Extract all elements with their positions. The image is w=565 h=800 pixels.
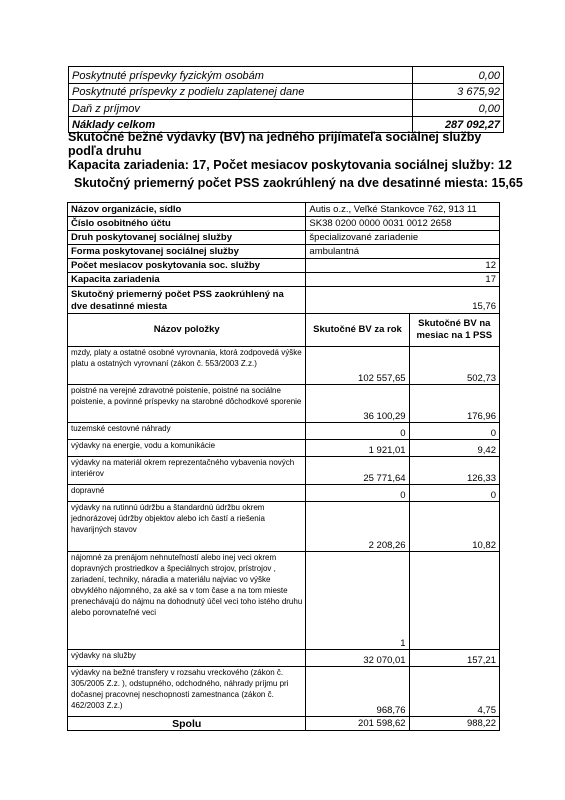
item-bv-month: 157,21 <box>409 650 499 667</box>
item-bv-month: 126,33 <box>409 457 499 485</box>
item-bv-month: 9,42 <box>409 440 499 457</box>
item-bv-year: 36 100,29 <box>306 385 409 423</box>
table-row <box>68 552 500 650</box>
summary-value: 287 092,27 <box>413 116 504 133</box>
item-bv-month: 502,73 <box>409 347 499 385</box>
table-row <box>68 485 500 502</box>
cost-summary-table <box>68 66 504 133</box>
item-bv-year: 0 <box>306 485 409 502</box>
info-row <box>68 217 500 231</box>
info-label: Kapacita zariadenia <box>68 273 306 287</box>
item-name: výdavky na energie, vodu a komunikácie <box>68 440 306 457</box>
table-row <box>68 440 500 457</box>
info-row <box>68 231 500 245</box>
summary-row <box>69 100 504 117</box>
info-label: Druh poskytovanej sociálnej služby <box>68 231 306 245</box>
info-row <box>68 287 500 314</box>
table-row <box>68 347 500 385</box>
info-value: ambulantná <box>306 245 500 259</box>
info-value: 17 <box>306 273 500 287</box>
item-name: dopravné <box>68 485 306 502</box>
table-row <box>68 457 500 485</box>
summary-row <box>69 83 504 100</box>
table-row <box>68 667 500 717</box>
column-header-bv-month: Skutočné BV na mesiac na 1 PSS <box>409 314 499 347</box>
info-label: Názov organizácie, sídlo <box>68 203 306 217</box>
info-row <box>68 245 500 259</box>
item-bv-year: 102 557,65 <box>306 347 409 385</box>
item-bv-year: 1 921,01 <box>306 440 409 457</box>
item-bv-year: 25 771,64 <box>306 457 409 485</box>
item-name: výdavky na bežné transfery v rozsahu vreckového (zákon č. 305/2005 Z.z. ), odstupného, odchodného, náhrady príjmu pri dočasnej pracovnej neschopnosti zamestnanca (zákon č. 462/2003 Z.z.) <box>68 667 306 717</box>
table-row <box>68 650 500 667</box>
total-label: Spolu <box>68 717 306 731</box>
table-row <box>68 502 500 552</box>
info-row <box>68 203 500 217</box>
summary-label: Daň z príjmov <box>69 100 413 117</box>
item-name: mzdy, platy a ostatné osobné vyrovnania, ktorá zodpovedá výške platu a ostatných vyrovnaní (zákon č. 553/2003 Z.z.) <box>68 347 306 385</box>
summary-label: Poskytnuté príspevky fyzickým osobám <box>69 67 413 84</box>
item-bv-month: 0 <box>409 423 499 440</box>
item-name: poistné na verejné zdravotné poistenie, poistné na sociálne poistenie, a povinné príspevky na starobné dôchodkové sporenie <box>68 385 306 423</box>
heading-bv-per-recipient: Skutočné bežné výdavky (BV) na jedného prijímateľa sociálnej služby podľa druhu <box>68 130 482 158</box>
item-bv-year: 0 <box>306 423 409 440</box>
item-bv-month: 176,96 <box>409 385 499 423</box>
heading-capacity: Kapacita zariadenia: 17, Počet mesiacov poskytovania sociálnej služby: 12 <box>68 158 512 172</box>
summary-row <box>69 67 504 84</box>
item-bv-year: 1 <box>306 552 409 650</box>
info-row <box>68 273 500 287</box>
info-label: Číslo osobitného účtu <box>68 217 306 231</box>
info-label: Forma poskytovanej sociálnej služby <box>68 245 306 259</box>
item-bv-year: 2 208,26 <box>306 502 409 552</box>
info-label: Skutočný priemerný počet PSS zaokrúhlený na dve desatinné miesta <box>68 287 306 314</box>
total-bv-month: 988,22 <box>409 717 499 731</box>
item-bv-year: 32 070,01 <box>306 650 409 667</box>
item-bv-month: 4,75 <box>409 667 499 717</box>
summary-label: Poskytnuté príspevky z podielu zaplatenej dane <box>69 83 413 100</box>
summary-value: 0,00 <box>413 100 504 117</box>
info-value: špecializované zariadenie <box>306 231 500 245</box>
column-header-bv-year: Skutočné BV za rok <box>306 314 409 347</box>
summary-label: Náklady celkom <box>69 116 413 133</box>
item-name: tuzemské cestovné náhrady <box>68 423 306 440</box>
info-label: Počet mesiacov poskytovania soc. služby <box>68 259 306 273</box>
item-bv-month <box>409 552 499 650</box>
info-value: 12 <box>306 259 500 273</box>
info-value: 15,76 <box>306 287 500 314</box>
summary-value: 0,00 <box>413 67 504 84</box>
total-row <box>68 717 500 731</box>
item-bv-month: 10,82 <box>409 502 499 552</box>
expenditure-table <box>67 202 500 731</box>
item-name: nájomné za prenájom nehnuteľností alebo inej veci okrem dopravných prostriedkov a špeciálnych strojov, prístrojov , zariadení, techniky, náradia a materiálu najviac vo výške obvyklého nájomného, za aké sa v tom čase a na tom mieste prenechávajú do nájmu na dohodnutý účel veci toho istého druhu alebo porovnateľné veci <box>68 552 306 650</box>
heading-average-pss: Skutočný priemerný počet PSS zaokrúhlený na dve desatinné miesta: 15,65 <box>74 176 523 190</box>
column-header-name: Názov položky <box>68 314 306 347</box>
info-value: Autis o.z., Veľké Stankovce 762, 913 11 <box>306 203 500 217</box>
item-bv-month: 0 <box>409 485 499 502</box>
item-name: výdavky na materiál okrem reprezentačného vybavenia nových interiérov <box>68 457 306 485</box>
table-row <box>68 423 500 440</box>
item-name: výdavky na rutinnú údržbu a štandardnú údržbu okrem jednorázovej údržby objektov alebo ich častí a riešenia havarijných stavov <box>68 502 306 552</box>
info-value: SK38 0200 0000 0031 0012 2658 <box>306 217 500 231</box>
total-bv-year: 201 598,62 <box>306 717 409 731</box>
table-row <box>68 385 500 423</box>
item-name: výdavky na služby <box>68 650 306 667</box>
table-header <box>68 314 500 347</box>
info-row <box>68 259 500 273</box>
summary-value: 3 675,92 <box>413 83 504 100</box>
item-bv-year: 968,76 <box>306 667 409 717</box>
